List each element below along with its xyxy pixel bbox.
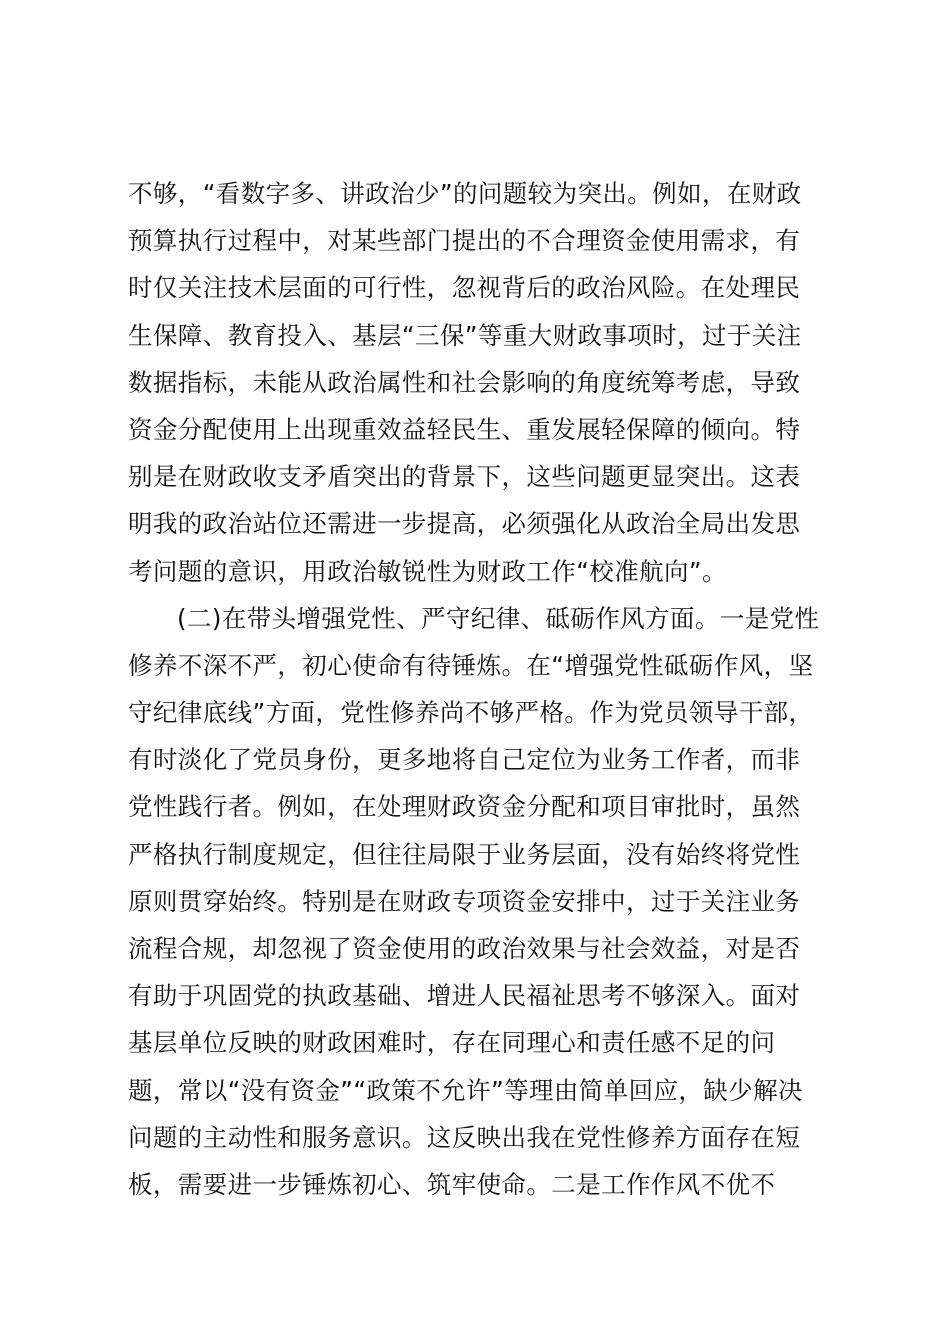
text-line: 题，常以“没有资金”“政策不允许”等理由简单回应，缺少解决 — [128, 1075, 803, 1105]
text-line: 严格执行制度规定，但往往局限于业务层面，没有始终将党性 — [128, 839, 801, 869]
section-heading-line: (二)在带头增强党性、严守纪律、砥砺作风方面。一是党性 — [177, 603, 820, 633]
text-line: 生保障、教育投入、基层“三保”等重大财政事项时，过于关注 — [128, 320, 802, 350]
text-line: 党性践行者。例如，在处理财政资金分配和项目审批时，虽然 — [128, 792, 801, 822]
text-line: 基层单位反映的财政困难时，存在同理心和责任感不足的问 — [128, 1028, 776, 1058]
text-line: 有助于巩固党的执政基础、增进人民福祉思考不够深入。面对 — [128, 981, 801, 1011]
text-line: 数据指标，未能从政治属性和社会影响的角度统筹考虑，导致 — [128, 367, 801, 397]
text-line: 守纪律底线”方面，党性修养尚不够严格。作为党员领导干部， — [128, 698, 814, 728]
text-line: 原则贯穿始终。特别是在财政专项资金安排中，过于关注业务 — [128, 886, 801, 916]
text-line: 问题的主动性和服务意识。这反映出我在党性修养方面存在短 — [128, 1122, 801, 1152]
body-text — [128, 170, 828, 1208]
text-line: 时仅关注技术层面的可行性，忽视背后的政治风险。在处理民 — [128, 273, 801, 303]
text-line: 不够，“看数字多、讲政治少”的问题较为突出。例如，在财政 — [128, 179, 802, 208]
text-line: 修养不深不严，初心使命有待锤炼。在“增强党性砥砺作风，坚 — [128, 650, 814, 680]
text-line: 流程合规，却忽视了资金使用的政治效果与社会效益，对是否 — [128, 934, 801, 963]
text-line: 资金分配使用上出现重效益轻民生、重发展轻保障的倾向。特 — [128, 414, 801, 444]
text-line: 有时淡化了党员身份，更多地将自己定位为业务工作者，而非 — [128, 745, 801, 775]
text-line: 板，需要进一步锤炼初心、筑牢使命。二是工作作风不优不 — [128, 1169, 776, 1199]
text-line: 别是在财政收支矛盾突出的背景下，这些问题更显突出。这表 — [128, 462, 801, 492]
text-line: 考问题的意识，用政治敏锐性为财政工作“校准航向”。 — [128, 556, 727, 586]
text-line: 预算执行过程中，对某些部门提出的不合理资金使用需求，有 — [128, 226, 801, 256]
text-line: 明我的政治站位还需进一步提高，必须强化从政治全局出发思 — [128, 509, 801, 539]
